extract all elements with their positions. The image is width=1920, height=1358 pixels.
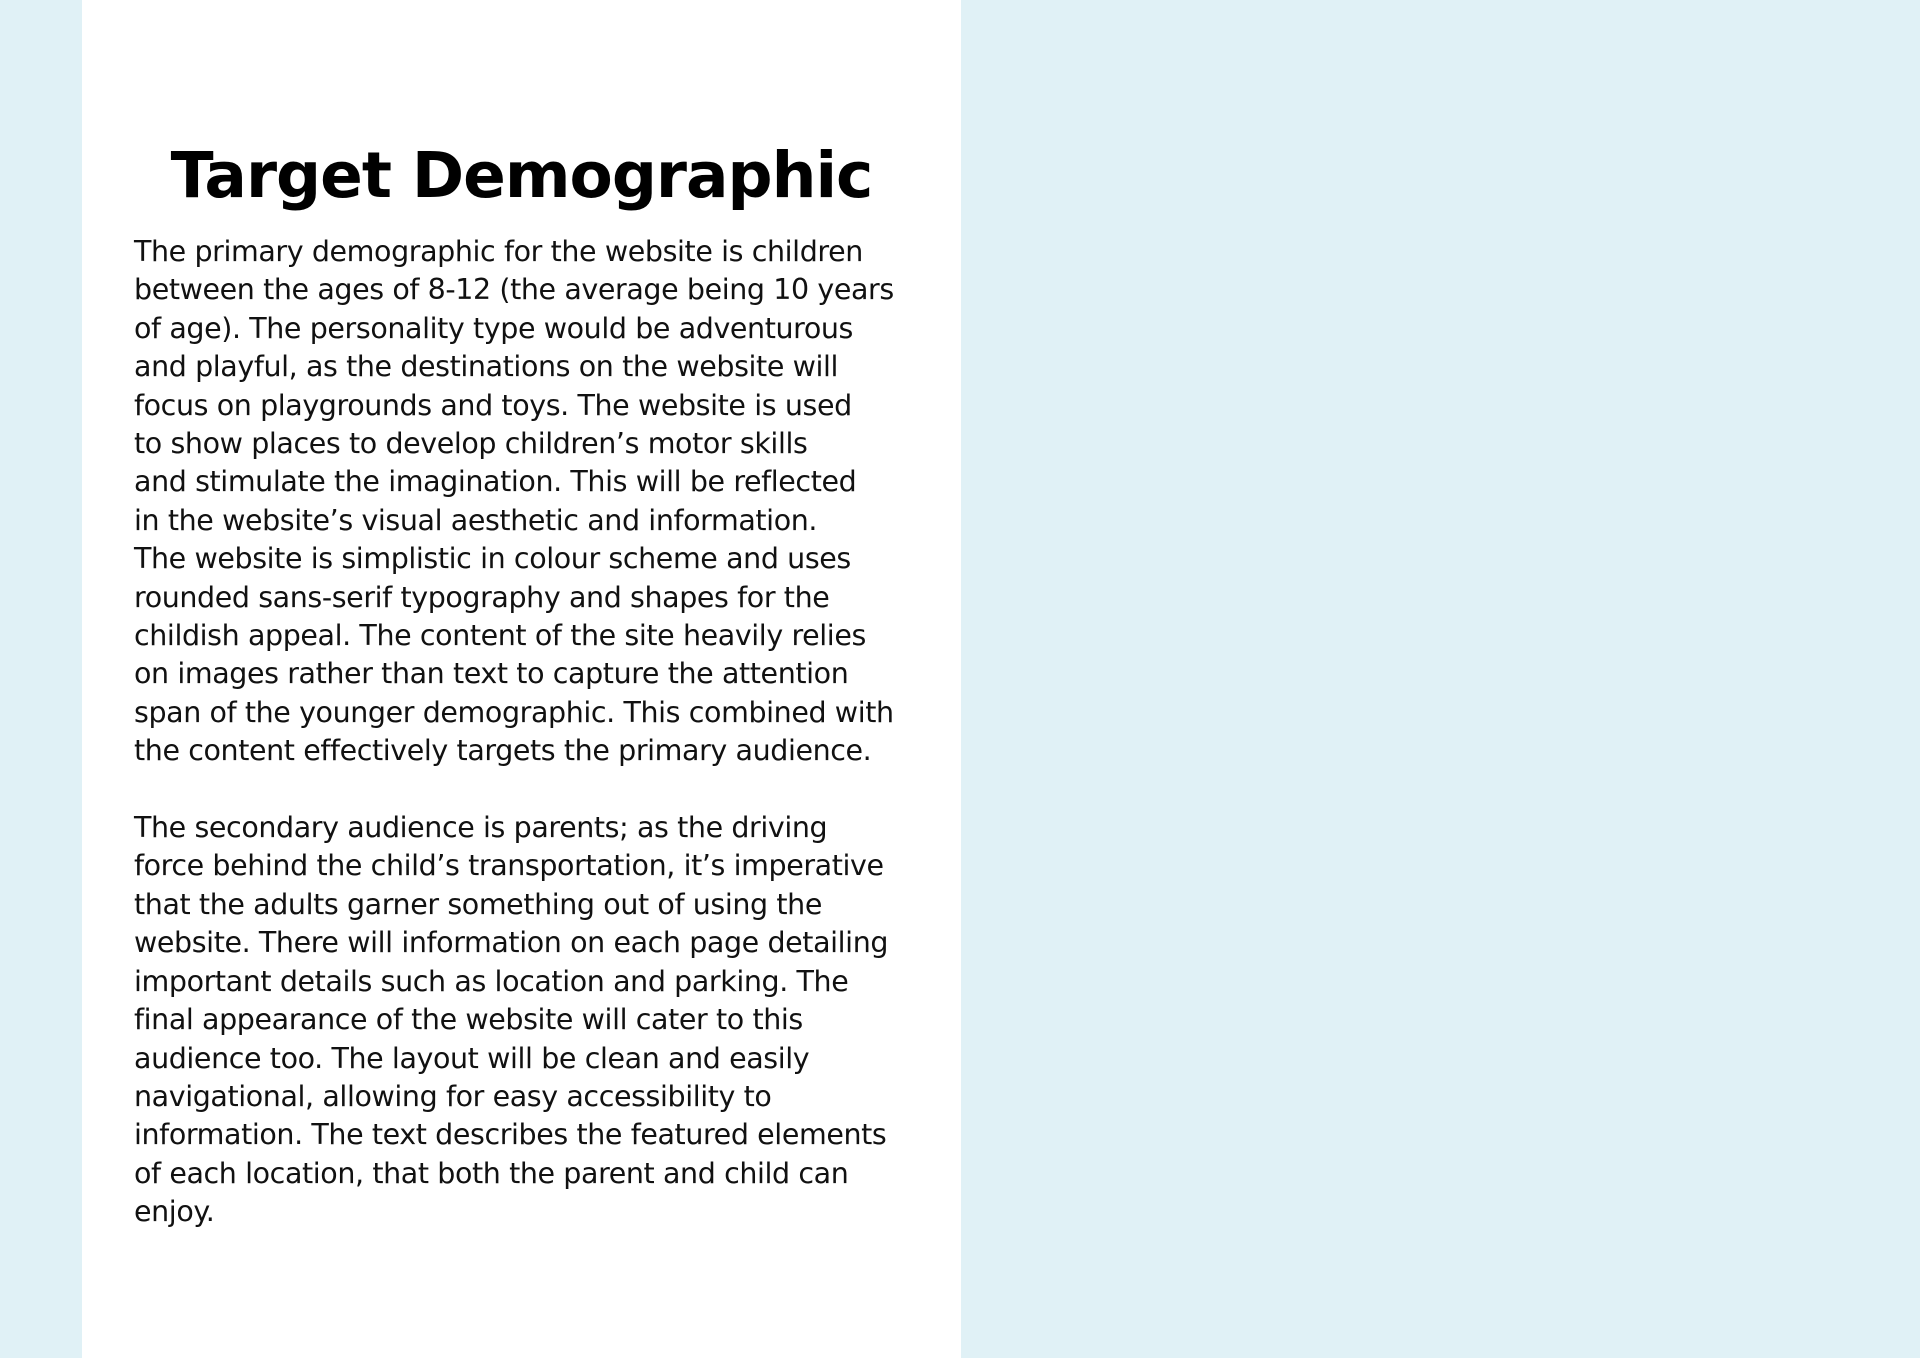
text-line: navigational, allowing for easy accessibility to (134, 1079, 772, 1113)
text-line: in the website’s visual aesthetic and information. (134, 503, 818, 537)
paragraph-spacer (134, 771, 934, 809)
text-line: and playful, as the destinations on the website will (134, 350, 839, 384)
text-line: to show places to develop children’s motor skills (134, 427, 808, 461)
text-line: The secondary audience is parents; as the driving (134, 811, 828, 845)
text-line: childish appeal. The content of the site heavily relies (134, 619, 866, 653)
page-title: Target Demographic (170, 139, 873, 212)
text-line: the content effectively targets the primary audience. (134, 734, 872, 768)
text-line: information. The text describes the featured elements (134, 1118, 887, 1152)
text-line: force behind the child’s transportation, it’s imperative (134, 849, 884, 883)
paragraph-secondary-audience (134, 809, 934, 1231)
text-line: enjoy. (134, 1195, 215, 1229)
text-line: of each location, that both the parent and child can (134, 1156, 849, 1190)
text-line: final appearance of the website will cater to this (134, 1003, 803, 1037)
text-line: website. There will information on each page detailing (134, 926, 889, 960)
text-line: and stimulate the imagination. This will be reflected (134, 465, 857, 499)
text-line: rounded sans-serif typography and shapes for the (134, 580, 830, 614)
text-line: The website is simplistic in colour scheme and uses (134, 542, 851, 576)
paragraph-primary-audience (134, 233, 934, 771)
text-line: focus on playgrounds and toys. The website is used (134, 388, 852, 422)
text-line: audience too. The layout will be clean and easily (134, 1041, 810, 1075)
text-line: that the adults garner something out of using the (134, 887, 822, 921)
text-line: important details such as location and parking. The (134, 964, 849, 998)
text-line: span of the younger demographic. This combined with (134, 695, 894, 729)
text-line: between the ages of 8-12 (the average being 10 years (134, 273, 894, 307)
document-page (82, 0, 961, 1358)
text-line: on images rather than text to capture the attention (134, 657, 849, 691)
text-line: of age). The personality type would be adventurous (134, 311, 853, 345)
body-text (134, 233, 934, 1232)
text-line: The primary demographic for the website is children (134, 235, 863, 268)
